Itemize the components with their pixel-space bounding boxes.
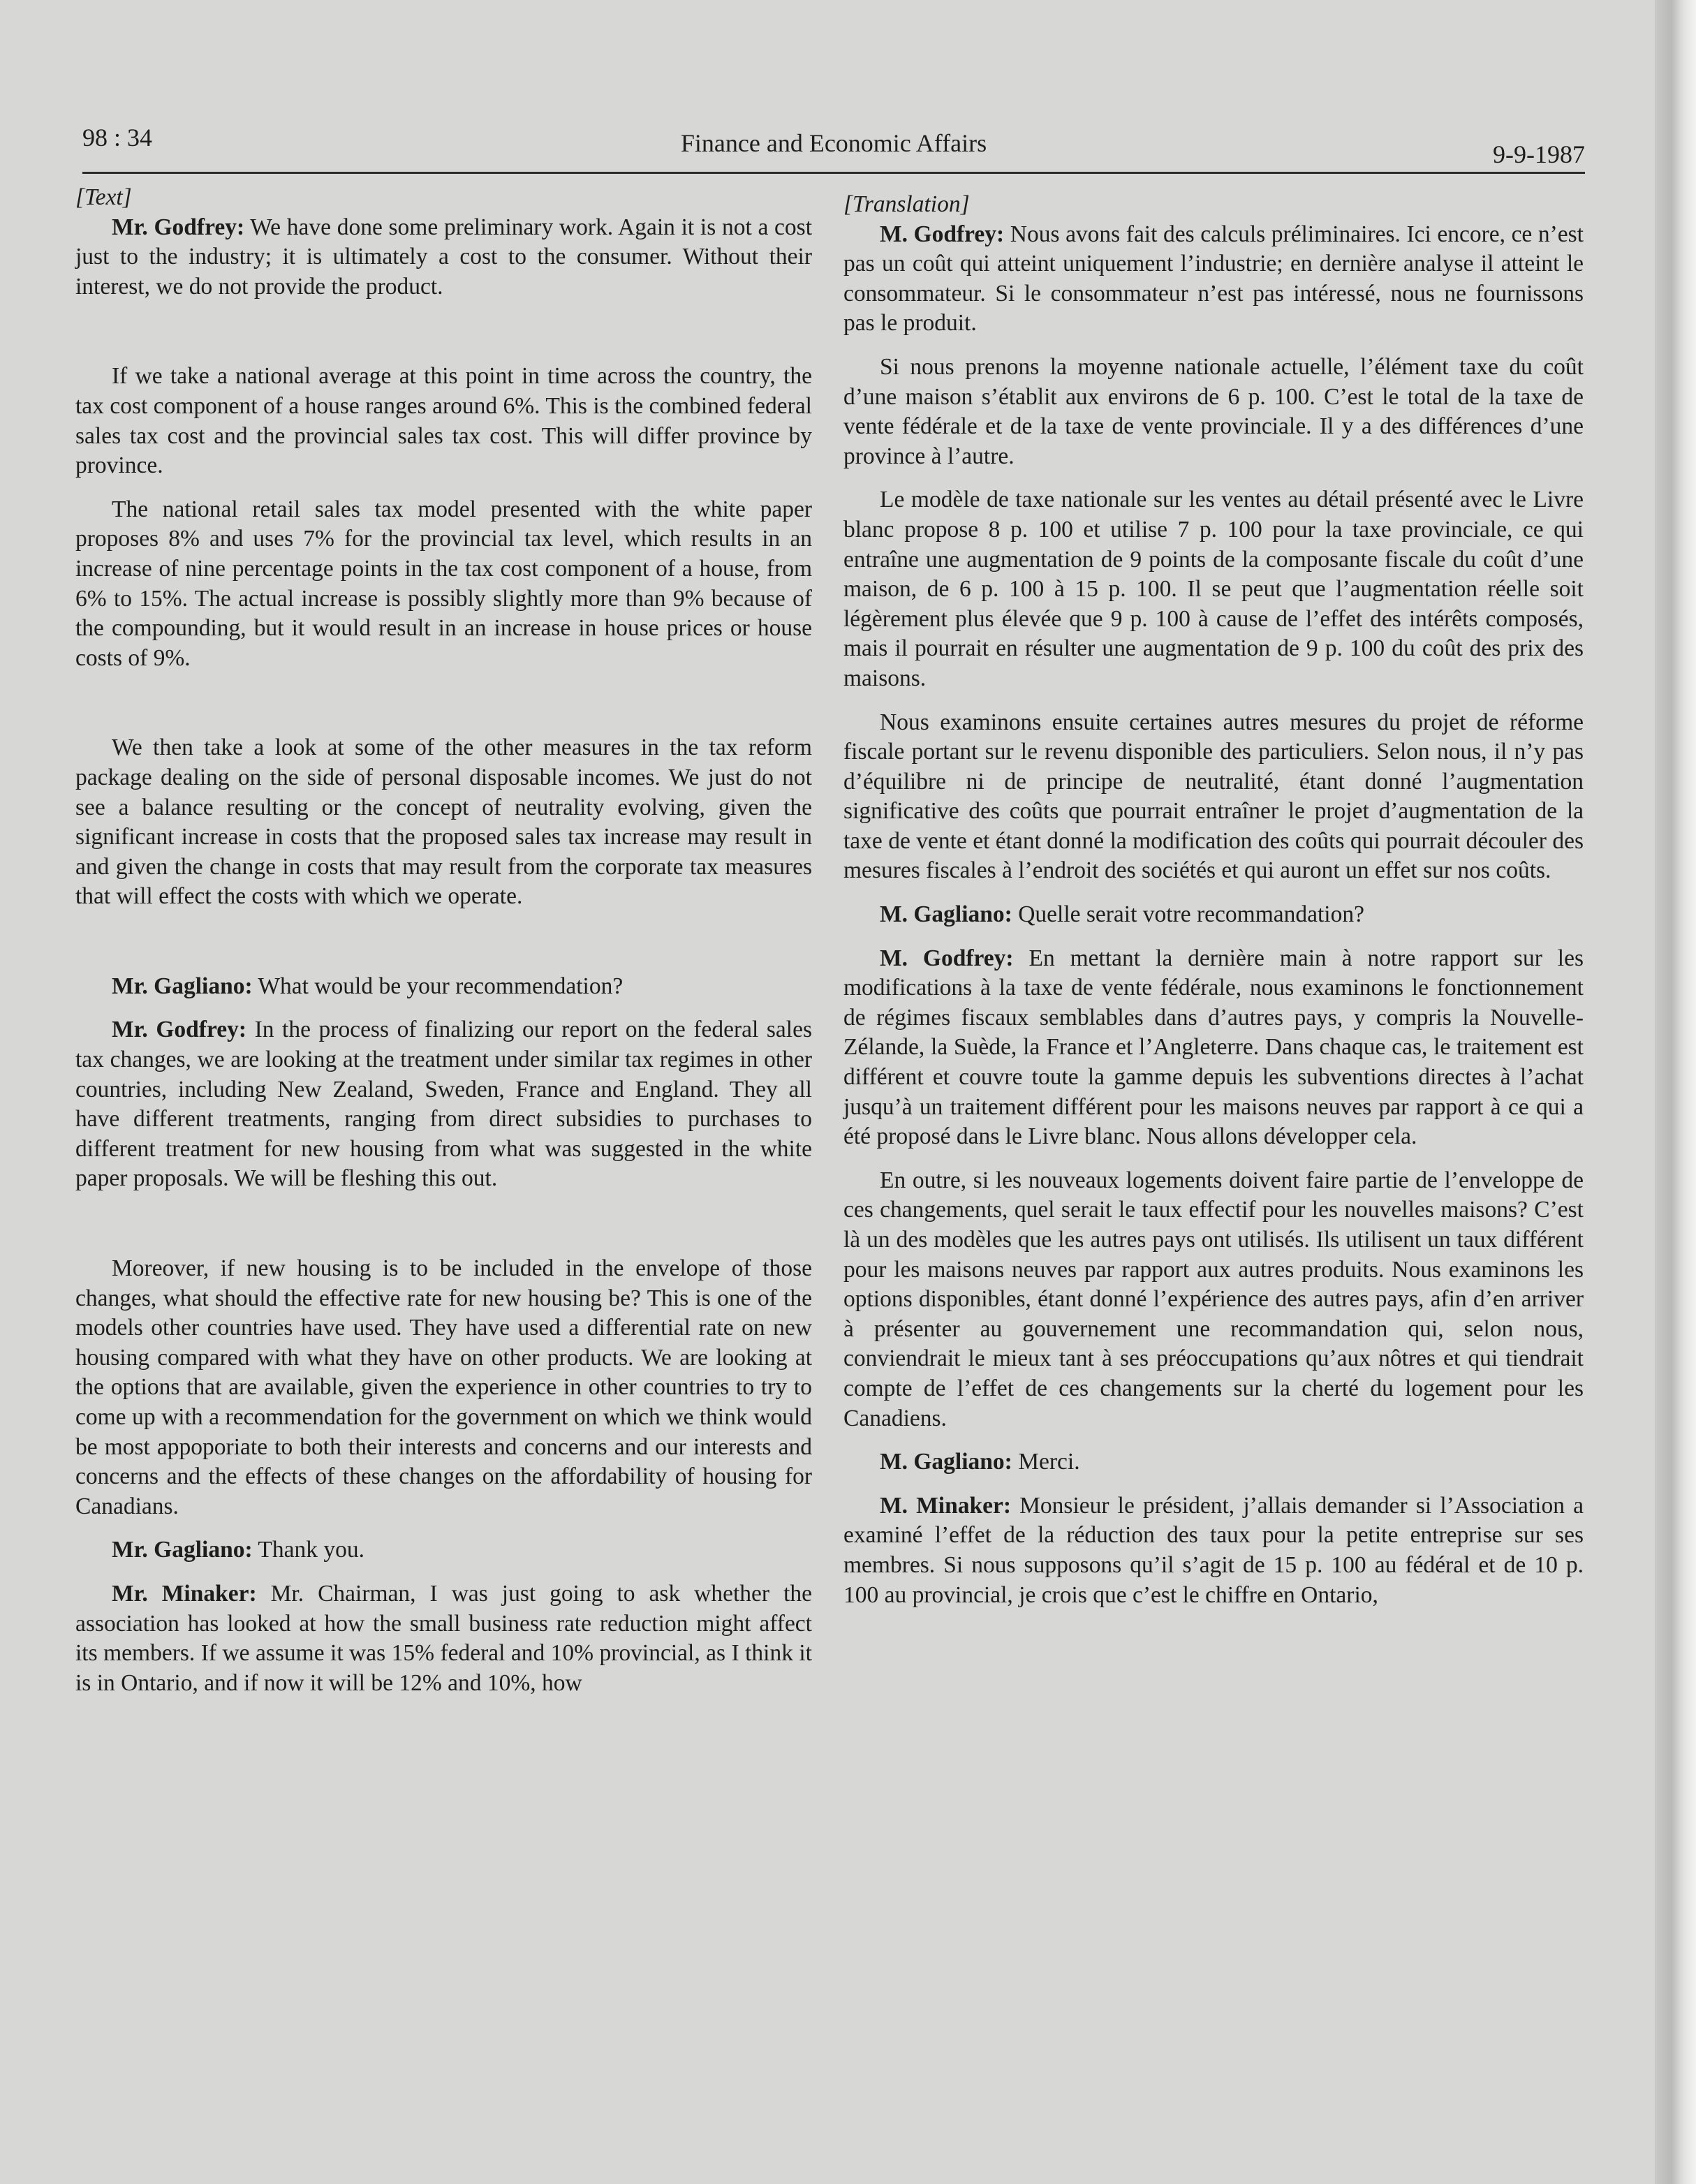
header-date: 9-9-1987 (1493, 140, 1585, 168)
page-number: 98 : 34 (82, 124, 153, 152)
french-column (843, 190, 1584, 1610)
speaker-name: M. Gagliano: (880, 901, 1012, 928)
speech-text: We have done some preliminary work. Again it is not a cost just to the industry; it is ultimately a cost to the consumer. Without their interest, we do not provide the product. (75, 214, 812, 300)
speech-text: What would be your recommendation? (252, 973, 624, 999)
speaker-name: Mr. Godfrey: (112, 214, 245, 240)
page-header (82, 123, 1585, 174)
speech-text: Mr. Chairman, I was just going to ask whether the association has looked at how the small business rate reduction might affect its members. If we assume it was 15% federal and 10% provincial, as I think it is in Ontario, and if now it will be 12% and 10%, how (75, 1580, 812, 1696)
speech-text: Quelle serait votre recommandation? (1012, 901, 1364, 928)
paragraph: If we take a national average at this point in time across the country, the tax cost component of a house ranges around 6%. This is the combined federal sales tax cost and the provincial sales tax cost. This will differ province by province. (75, 363, 812, 479)
paragraph (75, 1579, 812, 1698)
paragraph (843, 944, 1584, 1152)
column-label: [Text] (75, 184, 132, 210)
paragraph: En outre, si les nouveaux logements doivent faire partie de l’enveloppe de ces changements, quel serait le taux effectif pour les nouvelles maisons? C’est là un des modèles que les autres pays ont utilisés. Ils utilisent un taux différent pour les maisons neuves par rapport aux autres produits. Nous examinons les options disponibles, étant donné l’expérience des autres pays, afin d’en arriver à présenter au gouvernement une recommandation qui, selon nous, conviendrait le mieux tant à ses préoccupations qu’aux nôtres et qui tiendrait compte de l’effet de ces changements sur la cherté du logement pour les Canadiens. (843, 1167, 1584, 1431)
speaker-name: M. Godfrey: (880, 221, 1005, 247)
paragraph: We then take a look at some of the other measures in the tax reform package dealing on the side of personal disposable incomes. We just do not see a balance resulting or the concept of neutrality evolving, given the significant increase in costs that the proposed sales tax increase may result in and given the change in costs that may result from the corporate tax measures that will effect the costs with which we operate. (75, 735, 812, 910)
speech-text: Merci. (1012, 1449, 1080, 1475)
speech-text: Nous avons fait des calculs préliminaires. Ici encore, ce n’est pas un coût qui atteint uniquement l’industrie; en dernière analyse il atteint le consommateur. Si le consommateur n’est pas intéressé, nous ne fournissons pas le produit. (843, 221, 1584, 337)
paragraph: Moreover, if new housing is to be included in the envelope of those changes, what should the effective rate for new housing be? This is one of the models other countries have used. They have used a differential rate on new housing compared with what they have on other products. We are looking at the options that are available, given the experience in other countries to try to come up with a recommendation for the government on which we think would be most appoporiate to both their interests and concerns and our interests and concerns and the effects of these changes on the affordability of housing for Canadians. (75, 1255, 812, 1519)
paragraph (843, 900, 1584, 930)
paragraph: Si nous prenons la moyenne nationale actuelle, l’élément taxe du coût d’une maison s’établit aux environs de 6 p. 100. C’est le total de la taxe de vente fédérale et de la taxe de vente provinciale. Il y a des différences d’une province à l’autre. (843, 353, 1584, 469)
paragraph (75, 972, 812, 1002)
paragraph (843, 1447, 1584, 1477)
speaker-name: Mr. Minaker: (112, 1580, 257, 1607)
page-edge-shadow (1655, 0, 1696, 2184)
speech-text: En mettant la dernière main à notre rapport sur les modifications à la taxe de vente fédérale, nous examinons le fonctionnement de régimes fiscaux semblables dans d’autres pays, y compris la Nouvelle-Zélande, la Suède, la France et l’Angleterre. Dans chaque cas, le traitement est différent et couvre toute la gamme depuis les subventions directes à l’achat jusqu’à un traitement différent pour les maisons neuves par rapport à ce qui a été proposé dans le Livre blanc. Nous allons développer cela. (843, 945, 1584, 1150)
speaker-name: Mr. Gagliano: (112, 973, 253, 999)
speaker-name: Mr. Gagliano: (112, 1537, 253, 1563)
column-label: [Translation] (843, 191, 970, 217)
speech-text: Thank you. (252, 1537, 364, 1563)
paragraph: Le modèle de taxe nationale sur les ventes au détail présenté avec le Livre blanc propose 8 p. 100 et utilise 7 p. 100 pour la taxe provinciale, ce qui entraîne une augmentation de 9 points de la composante fiscale du coût d’une maison, de 6 p. 100 à 15 p. 100. Il se peut que l’augmentation réelle soit légèrement plus élevée que 9 p. 100 à cause de l’effet des intérêts composés, mais il pourrait en résulter une augmentation de 9 p. 100 du coût des prix des maisons. (843, 487, 1584, 691)
speaker-name: M. Minaker: (880, 1492, 1011, 1519)
paragraph (75, 1015, 812, 1194)
speech-text: Monsieur le président, j’allais demander si l’Association a examiné l’effet de la réduction des taux pour la petite entreprise sur ses membres. Si nous supposons qu’il s’agit de 15 p. 100 au fédéral et de 10 p. 100 au provincial, je crois que c’est le chiffre en Ontario, (843, 1492, 1584, 1608)
paragraph: The national retail sales tax model presented with the white paper proposes 8% and uses 7% for the provincial tax level, which results in an increase of nine percentage points in the tax cost component of a house, from 6% to 15%. The actual increase is possibly slightly more than 9% because of the compounding, but it would result in an increase in house prices or house costs of 9%. (75, 496, 812, 671)
running-title: Finance and Economic Affairs (680, 129, 987, 157)
speaker-name: M. Gagliano: (880, 1449, 1012, 1475)
paragraph (75, 1535, 812, 1565)
paragraph (843, 1491, 1584, 1610)
speaker-name: Mr. Godfrey: (112, 1017, 246, 1043)
paragraph (843, 220, 1584, 339)
paragraph (75, 213, 812, 302)
english-column (75, 183, 812, 1698)
speaker-name: M. Godfrey: (880, 945, 1014, 971)
paragraph: Nous examinons ensuite certaines autres mesures du projet de réforme fiscale portant sur le revenu disponible des particuliers. Selon nous, il n’y pas d’équilibre ni de principe de neutralité, étant donné l’augmentation significative des coûts que pourrait entraîner le projet d’augmentation de la taxe de vente et étant donné la modification des coûts qui pourrait découler des mesures fiscales à l’endroit des sociétés et qui auront un effet sur nos coûts. (843, 709, 1584, 884)
speech-text: In the process of finalizing our report on the federal sales tax changes, we are looking at the treatment under similar tax regimes in other countries, including New Zealand, Sweden, France and England. They all have different treatments, ranging from direct subsidies to purchases to different treatment for new housing from what was suggested in the white paper proposals. We will be fleshing this out. (75, 1017, 813, 1192)
